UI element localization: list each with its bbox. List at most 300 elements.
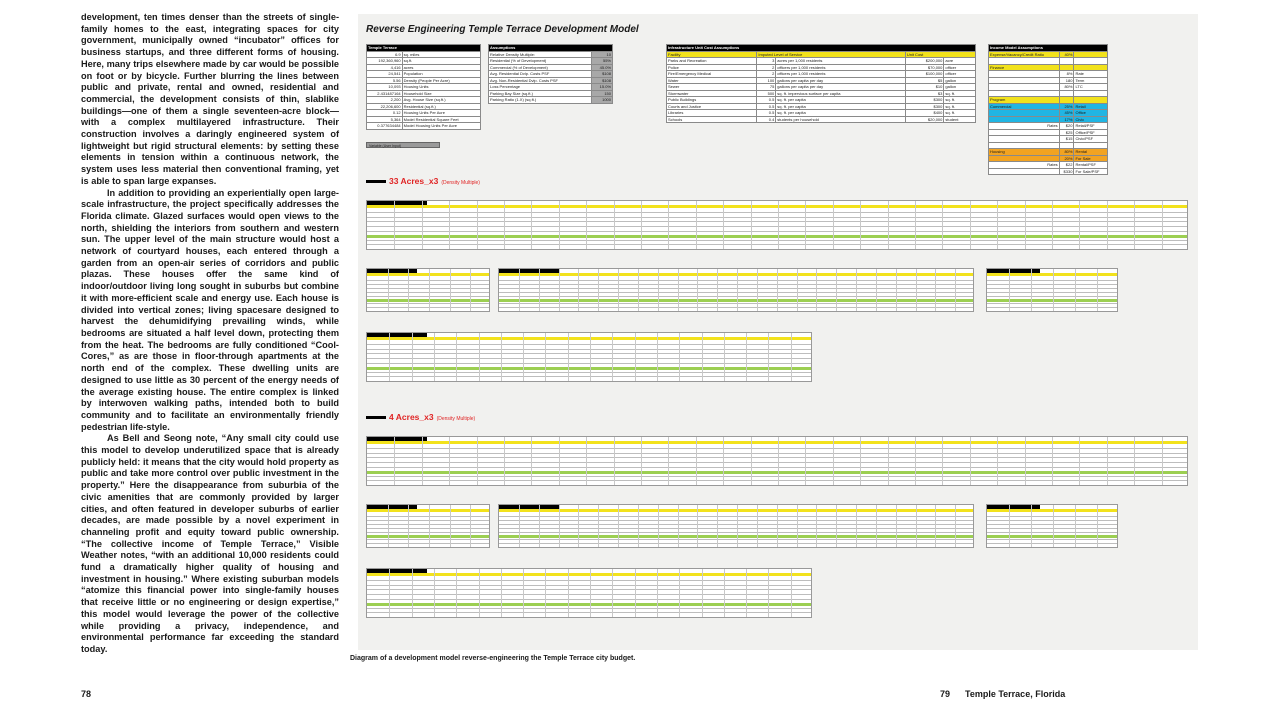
- detail-table-row: [499, 292, 973, 293]
- detail-table-column: [614, 201, 615, 249]
- table-cell: 8%: [1059, 71, 1074, 78]
- detail-table-row: [367, 480, 1187, 481]
- detail-table-column: [746, 333, 747, 381]
- table-cell: officer: [944, 71, 976, 78]
- left-page-column: [81, 12, 339, 656]
- detail-table-column: [618, 505, 619, 547]
- figure-title: Reverse Engineering Temple Terrace Development Model: [366, 24, 639, 35]
- detail-table-column: [955, 505, 956, 547]
- detail-table-column: [737, 269, 738, 311]
- table-cell: 10,093: [367, 84, 403, 91]
- detail-table-column: [942, 201, 943, 249]
- table-cell: sq. ft. per capita: [776, 110, 906, 117]
- detail-table-column: [833, 201, 834, 249]
- table-header: Income Model Assumptions: [989, 45, 1108, 52]
- detail-table-column: [519, 505, 520, 547]
- detail-table-column: [479, 333, 480, 381]
- table-row: [367, 123, 481, 130]
- detail-table-column: [876, 269, 877, 311]
- detail-table-row: [367, 226, 1187, 227]
- detail-table-column: [434, 333, 435, 381]
- detail-table-row: [499, 528, 973, 529]
- detail-table-columns: [499, 509, 973, 512]
- detail-table-column: [1053, 505, 1054, 547]
- table-cell: 10: [592, 51, 613, 58]
- temple-terrace-table: [366, 44, 481, 130]
- development-model-diagram: [358, 14, 1198, 650]
- detail-table-row: [367, 240, 1187, 241]
- detail-table-column: [955, 269, 956, 311]
- table-cell: $20,000: [905, 116, 944, 123]
- table-cell: 5,364: [367, 116, 403, 123]
- detail-table-column: [519, 269, 520, 311]
- table-cell: $300: [905, 97, 944, 104]
- detail-table-column: [805, 201, 806, 249]
- detail-table-column: [1134, 437, 1135, 485]
- detail-table-row: [987, 528, 1117, 529]
- detail-table-column: [641, 437, 642, 485]
- detail-table-column: [696, 437, 697, 485]
- detail-table-row: [987, 539, 1117, 540]
- section-4-acres-subtitle: (Density Multiple): [436, 416, 476, 422]
- table-cell: 40%: [1059, 51, 1074, 58]
- table-cell: Police: [667, 64, 757, 71]
- detail-table-row: [987, 547, 1117, 548]
- table-cell: 0.12: [367, 110, 403, 117]
- detail-table-columns: [499, 273, 973, 276]
- detail-table-column: [1079, 201, 1080, 249]
- detail-table-column: [641, 201, 642, 249]
- table-cell: 2: [757, 71, 776, 78]
- detail-table-column: [612, 569, 613, 617]
- detail-table-column: [1025, 437, 1026, 485]
- table-cell: $3: [905, 90, 944, 97]
- detail-table-column: [394, 201, 395, 249]
- table-cell: [989, 168, 1060, 175]
- detail-table-row: [987, 524, 1117, 525]
- detail-table-column: [422, 437, 423, 485]
- table-cell: Population: [402, 71, 480, 78]
- table-cell: Fire/Emergency Medical: [667, 71, 757, 78]
- detail-table-column: [791, 333, 792, 381]
- detail-table-row: [987, 543, 1117, 544]
- table-cell: Expense/Vacancy/Credit Ratio: [989, 51, 1060, 58]
- table-cell: officer: [944, 64, 976, 71]
- table-cell: Relative Density Multiple:: [489, 51, 592, 58]
- detail-table-column: [1097, 269, 1098, 311]
- detail-table-column: [970, 437, 971, 485]
- detail-table-column: [531, 437, 532, 485]
- table-cell: 0.377634484: [367, 123, 403, 130]
- detail-table-column: [539, 269, 540, 311]
- detail-table-row: [987, 303, 1117, 304]
- table-cell: Model Housing Units Per Acre: [402, 123, 480, 130]
- detail-table: [366, 268, 490, 312]
- table-cell: acres: [402, 64, 480, 71]
- detail-table-row: [367, 249, 1187, 250]
- table-cell: 24,541: [367, 71, 403, 78]
- detail-table-column: [388, 505, 389, 547]
- detail-table-column: [768, 333, 769, 381]
- table-cell: Housing Units Per Acre: [402, 110, 480, 117]
- table-cell: $200,000: [905, 58, 944, 65]
- table-cell: 5.56: [367, 77, 403, 84]
- detail-table-column: [668, 437, 669, 485]
- table-cell: Model Residential Square Feet: [402, 116, 480, 123]
- section-marker: [366, 180, 386, 183]
- detail-table-column: [860, 201, 861, 249]
- detail-table-column: [724, 569, 725, 617]
- detail-table-column: [1107, 437, 1108, 485]
- detail-table-column: [723, 201, 724, 249]
- detail-table-column: [559, 269, 560, 311]
- table-header: Infrastructure Unit Cost Assumptions: [667, 45, 976, 52]
- body-text: [81, 12, 339, 656]
- table-cell: $400: [905, 110, 944, 117]
- detail-table-column: [1052, 437, 1053, 485]
- table-cell: $100,000: [905, 71, 944, 78]
- detail-table-column: [477, 437, 478, 485]
- table-cell: 100: [757, 77, 776, 84]
- table-cell: 45.0%: [592, 64, 613, 71]
- table-cell: Commercial (% of Development): [489, 64, 592, 71]
- table-cell: Housing: [989, 149, 1060, 156]
- table-cell: 2: [757, 64, 776, 71]
- table-cell: officers per 1,000 residents: [776, 71, 906, 78]
- detail-table-column: [545, 569, 546, 617]
- detail-table-column: [559, 505, 560, 547]
- detail-table-column: [702, 569, 703, 617]
- section-33-acres-label: 33 Acres_x3: [389, 176, 439, 186]
- detail-table-row: [367, 453, 1187, 454]
- detail-table-column: [737, 505, 738, 547]
- detail-table-column: [545, 333, 546, 381]
- table-cell: $70,000: [905, 64, 944, 71]
- detail-table-row: [499, 547, 973, 548]
- detail-table-column: [751, 201, 752, 249]
- detail-table-column: [422, 201, 423, 249]
- detail-table-column: [559, 201, 560, 249]
- table-cell: Retail/PSF: [1074, 123, 1108, 130]
- table-cell: $5: [905, 77, 944, 84]
- detail-table-column: [568, 333, 569, 381]
- detail-table-column: [635, 333, 636, 381]
- detail-table-row: [499, 520, 973, 521]
- detail-table-column: [449, 201, 450, 249]
- detail-table-column: [1009, 505, 1010, 547]
- detail-table-column: [456, 333, 457, 381]
- detail-table-column: [408, 269, 409, 311]
- detail-table-column: [696, 201, 697, 249]
- table-cell: Density (People Per Acre): [402, 77, 480, 84]
- detail-table-column: [791, 569, 792, 617]
- detail-table-column: [1107, 201, 1108, 249]
- table-cell: $330: [1059, 168, 1074, 175]
- detail-table-row: [987, 532, 1117, 533]
- detail-table-column: [860, 437, 861, 485]
- detail-table-column: [434, 569, 435, 617]
- detail-table-column: [916, 269, 917, 311]
- figure-caption: Diagram of a development model reverse-engineering the Temple Terrace city budget.: [350, 655, 636, 662]
- table-cell: Public Buildings: [667, 97, 757, 104]
- table-cell: acres per 1,000 residents: [776, 58, 906, 65]
- detail-table-column: [836, 505, 837, 547]
- detail-table-column: [942, 437, 943, 485]
- table-cell: Residential (sq.ft.): [402, 103, 480, 110]
- detail-table-column: [1031, 269, 1032, 311]
- detail-table-column: [470, 505, 471, 547]
- running-head: Temple Terrace, Florida: [965, 689, 1066, 699]
- detail-table-column: [408, 505, 409, 547]
- table-cell: Housing Units: [402, 84, 480, 91]
- detail-table-row: [499, 532, 973, 533]
- detail-table-row: [499, 299, 973, 302]
- section-33-acres-subtitle: (Density Multiple): [441, 180, 480, 186]
- detail-table-row: [367, 231, 1187, 232]
- detail-table-column: [915, 437, 916, 485]
- table-cell: Civic: [1074, 116, 1108, 123]
- detail-table-row: [987, 307, 1117, 308]
- detail-table-row: [367, 244, 1187, 245]
- detail-table-column: [1079, 437, 1080, 485]
- detail-table-row: [367, 457, 1187, 458]
- detail-table-row: [987, 520, 1117, 521]
- detail-table-row: [987, 311, 1117, 312]
- table-cell: 500: [757, 90, 776, 97]
- table-cell: Retail: [1074, 103, 1108, 110]
- table-cell: Program: [989, 97, 1060, 104]
- detail-table-column: [501, 569, 502, 617]
- table-cell: Libraries: [667, 110, 757, 117]
- detail-table: [366, 504, 490, 548]
- table-cell: 0.5: [757, 110, 776, 117]
- table-cell: Residential (% of Development): [489, 58, 592, 65]
- detail-table-column: [1025, 201, 1026, 249]
- table-cell: 75: [757, 84, 776, 91]
- table-cell: Finance: [989, 64, 1060, 71]
- table-row: [989, 168, 1108, 175]
- table-cell: Water: [667, 77, 757, 84]
- detail-table-column: [1052, 201, 1053, 249]
- detail-table-column: [598, 505, 599, 547]
- table-cell: sq. ft.: [944, 90, 976, 97]
- detail-table-column: [935, 269, 936, 311]
- table-cell: gallons per capita per day: [776, 84, 906, 91]
- table-cell: sq. ft.: [944, 110, 976, 117]
- column-header: Unit Cost: [905, 51, 975, 58]
- detail-table-column: [724, 333, 725, 381]
- detail-table-column: [578, 269, 579, 311]
- detail-table-column: [657, 333, 658, 381]
- detail-table-column: [539, 505, 540, 547]
- table-cell: $15: [1059, 136, 1074, 143]
- detail-table-column: [504, 437, 505, 485]
- detail-table-column: [470, 269, 471, 311]
- detail-table-column: [1009, 269, 1010, 311]
- body-paragraph: In addition to providing an experientially open large-scale infrastructure, the project specifically addresses the Florida climate. Glazed surfaces would open views to the north, shielding the interiors from southern and western sun. The upper level of the main structure would host a network of courtyard houses, each entered through a garden from an open-air series of corridors and public plazas. These houses offer the same kind of indoor/outdoor living long sought in suburbs but combine it with more-efficient scale and energy use. Each house is divided into vertical zones; living spacesare designed to harvest the dehumidifying prevailing winds, while bedrooms are situated a half level down, protecting them from the heat. The bedrooms are fully conditioned “Cool-Cores,” as are those in floor-through apartments at the north end of the complex. These dwelling units are designed to use little as 30 percent of the energy needs of the average existing house. The entire complex is linked by interwoven walking paths, intended both to build community and to facilitate an environmentally friendly pedestrian life-style.: [81, 187, 339, 432]
- body-paragraph: As Bell and Seong note, “Any small city could use this model to develop underutilized space that is already publicly held: it means that the city would hold property as public and take more control over public investment in the property.” Here the disappearance from suburbia of the civic amenities that are commonly provided by larger cities, and often featured in developer suburbs of earlier decades, are made possible by a novel experiment in channeling profit and equity toward public ownership. “The collective income of Temple Terrace,” Visible Weather notes, “with an additional 10,000 residents could fund a dramatically higher quality of housing and investment in housing.” Where existing suburban models “atomize this financial power into single-family houses that receive little or no engineering or design expertise,” this model would leverage the power of the collective while providing a privacy, independence, and environmental performance far exceeding the standard today.: [81, 433, 339, 654]
- detail-table-column: [578, 505, 579, 547]
- detail-table: [986, 504, 1118, 548]
- detail-table-row: [499, 524, 973, 525]
- detail-table-column: [568, 569, 569, 617]
- table-cell: 0.5: [757, 103, 776, 110]
- detail-table-row: [499, 543, 973, 544]
- table-cell: Rental: [1074, 149, 1108, 156]
- table-cell: Sewer: [667, 84, 757, 91]
- detail-table-row: [987, 516, 1117, 517]
- table-cell: $108: [592, 77, 613, 84]
- detail-table-column: [678, 269, 679, 311]
- table-cell: 150: [592, 90, 613, 97]
- detail-table-column: [504, 201, 505, 249]
- detail-table-column: [1075, 505, 1076, 547]
- table-cell: 80%: [1059, 84, 1074, 91]
- detail-table-row: [499, 539, 973, 540]
- table-cell: sq. ft.: [944, 103, 976, 110]
- detail-table-column: [559, 437, 560, 485]
- detail-table-column: [1162, 437, 1163, 485]
- detail-table-column: [746, 569, 747, 617]
- detail-table-column: [389, 333, 390, 381]
- detail-table-column: [856, 269, 857, 311]
- detail-table-column: [658, 505, 659, 547]
- table-cell: Parking Ratio (1.X) (sq.ft.): [489, 97, 592, 104]
- detail-table: [986, 268, 1118, 312]
- table-cell: $10: [905, 84, 944, 91]
- detail-table: [366, 332, 812, 382]
- detail-table-column: [590, 333, 591, 381]
- detail-table-row: [499, 303, 973, 304]
- detail-table-column: [668, 201, 669, 249]
- detail-table-column: [389, 569, 390, 617]
- table-cell: 0.5: [757, 97, 776, 104]
- detail-table-column: [697, 269, 698, 311]
- detail-table-column: [618, 269, 619, 311]
- table-row: [489, 97, 613, 104]
- detail-table-column: [1162, 201, 1163, 249]
- detail-table-columns: [987, 509, 1117, 512]
- detail-table-row: [499, 288, 973, 289]
- table-cell: Avg. Non-Residential Dvlp. Costs PSF: [489, 77, 592, 84]
- detail-table-column: [450, 269, 451, 311]
- detail-table-row: [367, 212, 1187, 213]
- table-cell: For Sale: [1074, 155, 1108, 162]
- detail-table-column: [394, 437, 395, 485]
- detail-table-column: [816, 269, 817, 311]
- detail-table-column: [523, 333, 524, 381]
- detail-table-columns: [367, 441, 1187, 444]
- detail-table-column: [531, 201, 532, 249]
- table-cell: $300: [905, 103, 944, 110]
- table-cell: Rates: [989, 123, 1060, 130]
- detail-table-row: [987, 288, 1117, 289]
- body-paragraph: development, ten times denser than the streets of single-family homes to the east, integrating spaces for city government, municipally owned “incubator” offices for business startups, and three different forms of housing. Here, many trips elsewhere made by car would be possible on foot or by bicycle. Further blurring the lines between public and private, rental and owned, residential and commercial, the development consists of thin, slablike buildings—one of them a single seventeen-acre block—with a complex multilayered infrastructure. Their construction involves a daringly engineered system of lightweight but rigid structural elements: by setting these elements in tension within a continuous network, the system uses less material then conventional framing, yet is able to span large expanses.: [81, 12, 339, 186]
- detail-table-column: [797, 269, 798, 311]
- table-cell: 20%: [1059, 155, 1074, 162]
- detail-table-column: [635, 569, 636, 617]
- detail-table-column: [638, 505, 639, 547]
- table-cell: Rental/PSF: [1074, 162, 1108, 169]
- table-cell: 3: [757, 58, 776, 65]
- detail-table-column: [717, 505, 718, 547]
- detail-table-column: [896, 269, 897, 311]
- table-cell: Term: [1074, 77, 1108, 84]
- table-cell: 2.431487164: [367, 90, 403, 97]
- detail-table-column: [429, 269, 430, 311]
- detail-table-row: [367, 217, 1187, 218]
- detail-table-column: [805, 437, 806, 485]
- table-cell: For Sale/PSF: [1074, 168, 1108, 175]
- left-page-number: 78: [81, 689, 92, 699]
- table-cell: 55%: [592, 58, 613, 65]
- detail-table-column: [935, 505, 936, 547]
- column-header: Imputed Level of Service: [757, 51, 906, 58]
- table-cell: $108: [592, 71, 613, 78]
- detail-table-column: [412, 569, 413, 617]
- detail-table-row: [499, 311, 973, 312]
- table-cell: $22: [1059, 162, 1074, 169]
- table-cell: sq. miles: [402, 51, 480, 58]
- detail-table-column: [586, 201, 587, 249]
- table-cell: sq. ft. per capita: [776, 103, 906, 110]
- detail-table-column: [888, 437, 889, 485]
- column-header: Facility: [667, 51, 757, 58]
- detail-table-column: [757, 269, 758, 311]
- detail-table-row: [987, 284, 1117, 285]
- section-33-acres-title: [366, 176, 480, 186]
- detail-table-column: [614, 437, 615, 485]
- detail-table-column: [896, 505, 897, 547]
- detail-table-column: [678, 505, 679, 547]
- detail-table-column: [679, 569, 680, 617]
- detail-table-column: [1031, 505, 1032, 547]
- detail-table-column: [1134, 201, 1135, 249]
- assumptions-table: [488, 44, 613, 104]
- detail-table-column: [449, 437, 450, 485]
- detail-table-column: [586, 437, 587, 485]
- infrastructure-table: [666, 44, 976, 123]
- detail-table-row: [367, 471, 1187, 474]
- variable-legend: Variable (User Input): [366, 142, 440, 148]
- table-cell: gallon: [944, 77, 976, 84]
- detail-table-column: [856, 505, 857, 547]
- detail-table-column: [916, 505, 917, 547]
- table-cell: Rate: [1074, 71, 1108, 78]
- table-cell: officers per 1,000 residents: [776, 64, 906, 71]
- detail-table-row: [987, 535, 1117, 538]
- table-cell: Rates: [989, 162, 1060, 169]
- detail-table-column: [778, 437, 779, 485]
- detail-table: [366, 568, 812, 618]
- table-cell: $20: [1059, 123, 1074, 130]
- detail-table-row: [499, 535, 973, 538]
- detail-table-column: [697, 505, 698, 547]
- detail-table-column: [997, 437, 998, 485]
- table-cell: gallons per capita per day: [776, 77, 906, 84]
- table-cell: 17%: [1059, 116, 1074, 123]
- detail-table-column: [751, 437, 752, 485]
- detail-table-row: [367, 235, 1187, 238]
- table-cell: Courts and Justice: [667, 103, 757, 110]
- detail-table-column: [888, 201, 889, 249]
- detail-table-row: [367, 467, 1187, 468]
- detail-table-row: [499, 284, 973, 285]
- detail-table-row: [987, 296, 1117, 297]
- detail-table: [498, 504, 974, 548]
- detail-table-column: [523, 569, 524, 617]
- detail-table-column: [429, 505, 430, 547]
